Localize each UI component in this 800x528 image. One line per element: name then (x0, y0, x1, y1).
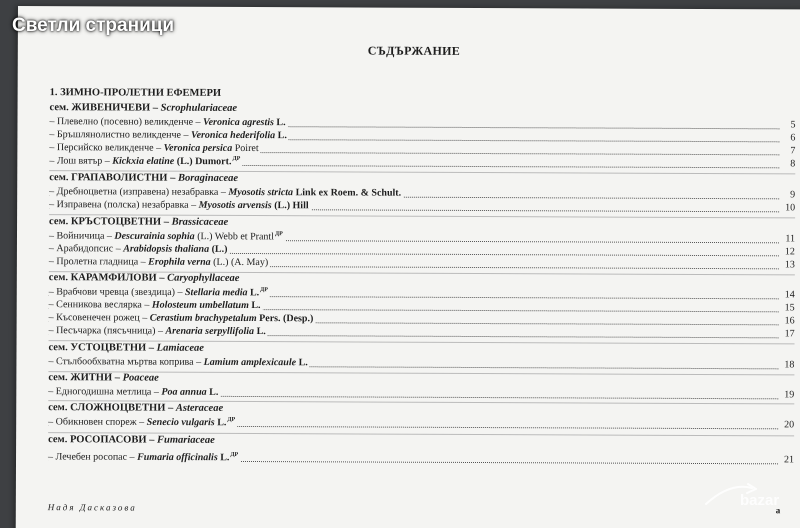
family-name: сем. ЖИВЕНИЧЕВИ (49, 102, 151, 114)
entry-author: L. (277, 130, 287, 142)
entry-latin-name: Poa annua (161, 386, 207, 398)
entry-page-number: 19 (784, 389, 795, 401)
entry-page-number: 13 (784, 259, 795, 271)
family-latin: Lamiaceae (156, 342, 204, 354)
entry-page-number: 20 (784, 419, 795, 431)
entry-common-name: – Лош вятър – (49, 155, 110, 167)
entry-superscript: ДР (230, 451, 239, 458)
toc-entry[interactable] (49, 325, 795, 341)
entry-common-name: – Сенникова веслярка – (48, 299, 150, 311)
entry-author: L. (298, 357, 308, 369)
watermark-title: Светли страници (12, 15, 175, 36)
family-latin: Poaceae (122, 372, 159, 384)
entry-page-number: 14 (784, 289, 795, 301)
entry-latin-name: Lamium amplexicaule (203, 356, 297, 369)
family-heading: сем. ЖИТНИ – Poaceae (48, 372, 159, 384)
family-name: сем. РОСОПАСОВИ (48, 434, 147, 446)
entry-page-number: 7 (790, 145, 796, 157)
family-latin: Brassicaceae (171, 216, 229, 228)
toc-entry[interactable] (49, 199, 795, 215)
family-name: сем. КРЪСТОЦВЕТНИ (49, 216, 162, 228)
entry-author: L. (251, 300, 261, 312)
entry-page-number: 11 (785, 233, 796, 245)
entry-common-name: – Късовенечен рожец – (48, 312, 148, 324)
family-latin: Fumariaceae (156, 434, 215, 446)
entry-common-name: – Песъчарка (пясъчница) – (48, 325, 163, 337)
entry-common-name: – Едногодишна метлица – (48, 386, 159, 398)
entry-page-number: 18 (784, 359, 795, 371)
entry-common-name: – Стълбообхватна мъртва коприва – (48, 356, 202, 368)
entry-common-name: – Арабидопсис – (48, 243, 121, 255)
entry-latin-name: Cerastium brachypetalum (149, 312, 257, 325)
entry-author: L. (220, 452, 230, 464)
family-latin: Boraginaceae (177, 172, 239, 184)
entry-common-name: – Дребноцветна (изправена) незабравка – (49, 186, 226, 198)
entry-latin-name: Holosteum umbellatum (151, 299, 249, 312)
family-heading: сем. ЖИВЕНИЧЕВИ – Scrophulariaceae (49, 102, 238, 114)
entry-page-number: 21 (784, 454, 795, 466)
family-name: сем. ГРАПАВОЛИСТНИ (49, 172, 168, 184)
family-name: сем. КАРАМФИЛОВИ (48, 272, 157, 284)
entry-latin-name: Arabidopsis thaliana (123, 243, 210, 255)
entry-common-name: – Пролетна гладница – (48, 256, 146, 268)
entry-page-number: 5 (790, 119, 796, 131)
bazar-logo (700, 474, 798, 514)
entry-latin-name: Erophila verna (148, 256, 211, 268)
entry-author: (L.) Dumort. (176, 156, 232, 168)
footer-page-mark: a (775, 505, 781, 516)
family-heading: сем. РОСОПАСОВИ – Fumariaceae (48, 434, 215, 446)
entry-common-name: – Плевелно (посевно) великденче – (49, 116, 201, 128)
family-name: сем. СЛОЖНОЦВЕТНИ (48, 402, 166, 414)
family-name: сем. УСТОЦВЕТНИ (48, 342, 147, 354)
entry-common-name: – Изправена (полска) незабравка – (49, 199, 197, 211)
entry-common-name: – Врабчови чревца (звездица) – (48, 286, 183, 299)
entry-page-number: 17 (784, 328, 795, 340)
toc-entry[interactable] (48, 416, 794, 432)
entry-page-number: 12 (784, 246, 795, 258)
entry-page-number: 15 (784, 302, 795, 314)
section-heading: 1. ЗИМНО-ПРОЛЕТНИ ЕФЕМЕРИ (49, 87, 222, 99)
entry-superscript: ДР (260, 287, 268, 294)
entry-superscript: ДР (227, 416, 236, 423)
entry-latin-name: Veronica persica (163, 142, 233, 154)
family-heading: сем. УСТОЦВЕТНИ – Lamiaceae (48, 342, 204, 354)
entry-author: (L.) (A. May) (213, 256, 269, 269)
entry-author: L. (276, 117, 286, 129)
entry-author: (L.) (211, 243, 228, 255)
entry-author: L. (249, 287, 260, 299)
family-heading: сем. КАРАМФИЛОВИ – Caryophyllaceae (48, 272, 240, 284)
footer-author: Надя Дасказова (47, 502, 137, 513)
toc-entry[interactable] (48, 451, 794, 467)
entry-common-name: – Войничица – (48, 230, 112, 242)
entry-superscript: ДР (274, 231, 283, 238)
family-heading: сем. КРЪСТОЦВЕТНИ – Brassicaceae (49, 216, 229, 228)
entry-latin-name: Senecio vulgaris (146, 416, 215, 429)
entry-author: Pers. (Desp.) (259, 313, 314, 325)
entry-page-number: 6 (790, 132, 796, 144)
entry-latin-name: Stellaria media (184, 287, 248, 299)
entry-latin-name: Myosotis arvensis (198, 199, 272, 212)
entry-author: (L.) Hill (274, 200, 309, 212)
book-page (16, 6, 800, 528)
entry-page-number: 16 (784, 315, 795, 327)
entry-author: (L.) Webb et Prantl (197, 231, 275, 243)
entry-latin-name: Descurainia sophia (114, 230, 195, 243)
entry-page-number: 9 (790, 189, 796, 201)
entry-author: L. (217, 417, 227, 429)
toc-entry[interactable] (49, 155, 795, 171)
family-latin: Scrophulariaceae (160, 102, 238, 114)
entry-author: Poiret (234, 142, 259, 155)
entry-common-name: – Бръшлянолистно великденче – (49, 129, 189, 141)
entry-author: L. (209, 386, 219, 398)
entry-page-number: 10 (785, 202, 796, 214)
toc-entry[interactable] (48, 356, 794, 372)
family-heading: сем. СЛОЖНОЦВЕТНИ – Asteraceae (48, 402, 224, 414)
svg-text:bazar: bazar (740, 492, 780, 509)
family-latin: Asteraceae (175, 402, 224, 414)
toc-entry[interactable] (49, 256, 795, 272)
entry-latin-name: Arenaria serpyllifolia (165, 325, 255, 338)
entry-common-name: – Персийско великденче – (49, 142, 162, 154)
entry-latin-name: Veronica agrestis (203, 116, 274, 129)
family-latin: Caryophyllaceae (167, 272, 240, 284)
family-heading: сем. ГРАПАВОЛИСТНИ – Boraginaceae (49, 172, 239, 184)
entry-author: Link ex Roem. & Schult. (295, 187, 402, 199)
entry-common-name: – Обикновен спореж – (48, 416, 145, 428)
entry-common-name: – Лечебен росопас – (48, 451, 135, 463)
page-title: СЪДЪРЖАНИЕ (367, 43, 461, 58)
entry-latin-name: Myosotis stricta (228, 186, 294, 199)
entry-page-number: 8 (790, 158, 796, 170)
entry-author: L. (256, 326, 266, 338)
family-name: сем. ЖИТНИ (48, 372, 113, 384)
entry-latin-name: Fumaria officinalis (137, 451, 218, 464)
entry-latin-name: Veronica hederifolia (190, 129, 276, 142)
entry-latin-name: Kickxia elatine (112, 155, 175, 168)
entry-superscript: ДР (232, 155, 241, 162)
